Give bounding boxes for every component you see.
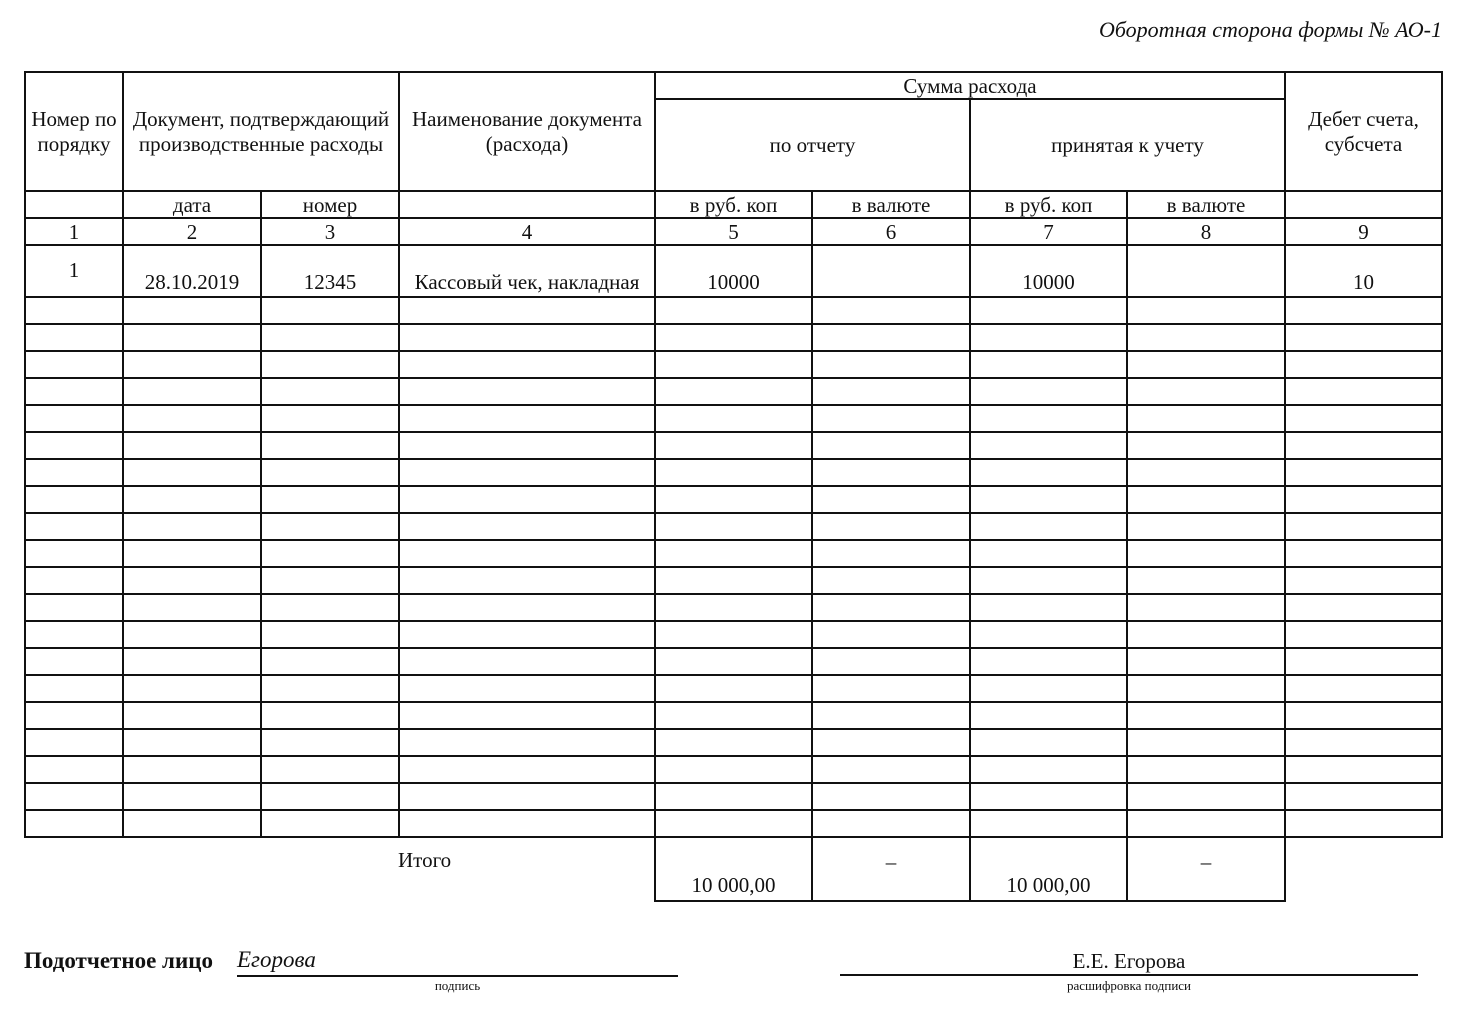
empty-cell (399, 783, 655, 810)
empty-cell (1127, 297, 1285, 324)
empty-cell (812, 810, 970, 837)
column-number: 5 (655, 218, 812, 245)
empty-cell (1127, 540, 1285, 567)
empty-cell (399, 756, 655, 783)
empty-cell (1127, 459, 1285, 486)
cell-rub-accepted: 10000 (970, 245, 1127, 297)
empty-cell (1285, 324, 1442, 351)
empty-cell (25, 648, 123, 675)
empty-cell (1285, 567, 1442, 594)
empty-cell (123, 675, 261, 702)
empty-cell (970, 297, 1127, 324)
column-number: 3 (261, 218, 399, 245)
empty-cell (1285, 783, 1442, 810)
empty-cell (399, 486, 655, 513)
form-title: Оборотная сторона формы № АО-1 (1099, 17, 1442, 42)
empty-cell (812, 432, 970, 459)
empty-cell (25, 729, 123, 756)
header-doc-name: Наименование документа (расхода) (399, 72, 655, 191)
empty-cell (1285, 540, 1442, 567)
empty-row (25, 351, 1442, 378)
empty-cell (1285, 702, 1442, 729)
header-number: номер (261, 191, 399, 218)
empty-cell (1127, 675, 1285, 702)
cell-doc-name: Кассовый чек, накладная (399, 245, 655, 297)
empty-cell (1127, 702, 1285, 729)
empty-row (25, 621, 1442, 648)
empty-cell (25, 486, 123, 513)
column-numbers-row (25, 218, 1442, 245)
empty-row (25, 432, 1442, 459)
total-currency-report: – (812, 836, 970, 901)
empty-cell (123, 297, 261, 324)
empty-cell (261, 432, 399, 459)
empty-cell (25, 783, 123, 810)
empty-cell (655, 297, 812, 324)
column-number: 4 (399, 218, 655, 245)
empty-cell (123, 702, 261, 729)
empty-row (25, 702, 1442, 729)
empty-cell (812, 324, 970, 351)
empty-cell (399, 432, 655, 459)
empty-cell (1127, 486, 1285, 513)
empty-cell (655, 567, 812, 594)
empty-cell (399, 513, 655, 540)
empty-cell (655, 621, 812, 648)
header-rub-kop-accepted: в руб. коп (970, 191, 1127, 218)
empty-row (25, 783, 1442, 810)
signature-line (237, 975, 678, 977)
empty-cell (812, 675, 970, 702)
empty-cell (261, 648, 399, 675)
empty-cell (25, 513, 123, 540)
empty-cell (25, 675, 123, 702)
empty-cell (1127, 594, 1285, 621)
header-rub-kop-report: в руб. коп (655, 191, 812, 218)
empty-cell (261, 621, 399, 648)
empty-cell (970, 513, 1127, 540)
empty-cell (123, 783, 261, 810)
empty-cell (25, 540, 123, 567)
empty-cell (261, 378, 399, 405)
empty-cell (1285, 432, 1442, 459)
empty-cell (399, 729, 655, 756)
empty-cell (123, 621, 261, 648)
header-currency-report: в валюте (812, 191, 970, 218)
empty-cell (970, 351, 1127, 378)
signature-caption: подпись (434, 978, 481, 993)
header-empty (25, 191, 123, 218)
empty-cell (261, 513, 399, 540)
empty-cell (261, 756, 399, 783)
empty-cell (812, 297, 970, 324)
total-rub-report: 10 000,00 (655, 836, 812, 901)
empty-cell (123, 810, 261, 837)
column-number: 1 (25, 218, 123, 245)
empty-cell (970, 378, 1127, 405)
empty-cell (812, 756, 970, 783)
empty-cell (1285, 648, 1442, 675)
empty-cell (261, 540, 399, 567)
empty-cell (123, 648, 261, 675)
empty-cell (655, 594, 812, 621)
column-number: 7 (970, 218, 1127, 245)
empty-cell (261, 675, 399, 702)
cell-currency-accepted (1127, 245, 1285, 297)
empty-cell (123, 378, 261, 405)
empty-cell (261, 594, 399, 621)
empty-cell (812, 567, 970, 594)
empty-row (25, 324, 1442, 351)
cell-number: 12345 (261, 245, 399, 297)
cell-currency-report (812, 245, 970, 297)
empty-cell (812, 783, 970, 810)
empty-cell (399, 405, 655, 432)
expense-table (24, 71, 1443, 838)
empty-cell (261, 486, 399, 513)
cell-rub-report: 10000 (655, 245, 812, 297)
empty-cell (655, 324, 812, 351)
empty-cell (123, 459, 261, 486)
empty-row (25, 648, 1442, 675)
empty-cell (261, 324, 399, 351)
empty-cell (970, 648, 1127, 675)
empty-cell (261, 783, 399, 810)
empty-row (25, 540, 1442, 567)
empty-cell (812, 486, 970, 513)
decoded-line (840, 974, 1418, 976)
header-row-number: Номер по порядку (25, 72, 123, 191)
empty-cell (399, 378, 655, 405)
header-empty (1285, 191, 1442, 218)
empty-cell (25, 702, 123, 729)
empty-cell (812, 540, 970, 567)
empty-cell (1285, 405, 1442, 432)
empty-cell (399, 540, 655, 567)
header-date: дата (123, 191, 261, 218)
empty-cell (970, 675, 1127, 702)
empty-cell (123, 729, 261, 756)
empty-cell (25, 378, 123, 405)
empty-cell (812, 459, 970, 486)
empty-cell (1127, 648, 1285, 675)
empty-cell (655, 405, 812, 432)
empty-cell (1285, 729, 1442, 756)
empty-cell (970, 594, 1127, 621)
empty-cell (970, 783, 1127, 810)
empty-cell (1127, 810, 1285, 837)
empty-cell (123, 486, 261, 513)
empty-cell (261, 351, 399, 378)
total-currency-accepted: – (1127, 836, 1285, 901)
empty-cell (123, 756, 261, 783)
empty-cell (25, 351, 123, 378)
empty-cell (655, 378, 812, 405)
empty-cell (25, 324, 123, 351)
empty-cell (1127, 432, 1285, 459)
total-rub-accepted: 10 000,00 (970, 836, 1127, 901)
empty-cell (261, 297, 399, 324)
empty-cell (970, 621, 1127, 648)
decoded-caption: расшифровка подписи (1066, 978, 1192, 993)
empty-row (25, 594, 1442, 621)
cell-row-number: 1 (25, 245, 123, 297)
column-number: 9 (1285, 218, 1442, 245)
empty-cell (123, 540, 261, 567)
empty-cell (1127, 378, 1285, 405)
empty-cell (261, 567, 399, 594)
empty-cell (655, 783, 812, 810)
header-document: Документ, подтверждающий производственные расходы (123, 72, 399, 191)
empty-cell (261, 810, 399, 837)
empty-cell (25, 297, 123, 324)
empty-cell (399, 594, 655, 621)
empty-cell (399, 810, 655, 837)
empty-cell (25, 594, 123, 621)
header-debit: Дебет счета, субсчета (1285, 72, 1442, 191)
empty-cell (655, 810, 812, 837)
empty-row (25, 513, 1442, 540)
empty-cell (970, 729, 1127, 756)
empty-cell (1127, 756, 1285, 783)
empty-cell (655, 459, 812, 486)
empty-cell (261, 459, 399, 486)
empty-cell (25, 810, 123, 837)
empty-cell (399, 648, 655, 675)
empty-cell (123, 432, 261, 459)
empty-cell (25, 432, 123, 459)
empty-row (25, 378, 1442, 405)
empty-cell (123, 513, 261, 540)
empty-cell (1285, 756, 1442, 783)
decoded-name: Е.Е. Егорова (1072, 949, 1186, 973)
empty-cell (655, 432, 812, 459)
header-accepted: принятая к учету (970, 99, 1285, 191)
empty-cell (812, 648, 970, 675)
cell-debit: 10 (1285, 245, 1442, 297)
empty-cell (970, 432, 1127, 459)
header-empty (399, 191, 655, 218)
signature-text: Егорова (237, 947, 316, 972)
empty-cell (655, 351, 812, 378)
header-per-report: по отчету (655, 99, 970, 191)
empty-cell (1285, 513, 1442, 540)
totals-table (654, 836, 1286, 902)
empty-cell (399, 351, 655, 378)
empty-cell (1285, 810, 1442, 837)
empty-cell (970, 540, 1127, 567)
empty-cell (25, 756, 123, 783)
column-number: 2 (123, 218, 261, 245)
empty-cell (812, 594, 970, 621)
empty-cell (1285, 486, 1442, 513)
empty-row (25, 810, 1442, 837)
empty-cell (123, 567, 261, 594)
empty-cell (655, 540, 812, 567)
empty-cell (1127, 405, 1285, 432)
empty-cell (655, 486, 812, 513)
empty-cell (970, 756, 1127, 783)
empty-row (25, 567, 1442, 594)
empty-cell (1127, 351, 1285, 378)
empty-row (25, 675, 1442, 702)
empty-cell (655, 513, 812, 540)
empty-cell (261, 405, 399, 432)
empty-cell (399, 621, 655, 648)
empty-cell (970, 324, 1127, 351)
empty-cell (812, 351, 970, 378)
empty-cell (1127, 729, 1285, 756)
empty-cell (399, 675, 655, 702)
empty-cell (970, 405, 1127, 432)
empty-cell (399, 297, 655, 324)
empty-cell (1285, 351, 1442, 378)
table-row (25, 245, 1442, 297)
empty-cell (1127, 324, 1285, 351)
empty-cell (812, 621, 970, 648)
empty-cell (1285, 297, 1442, 324)
empty-cell (655, 729, 812, 756)
header-sum: Сумма расхода (655, 72, 1285, 99)
empty-cell (1127, 783, 1285, 810)
empty-row (25, 405, 1442, 432)
empty-cell (123, 405, 261, 432)
empty-cell (1285, 459, 1442, 486)
header-currency-accepted: в валюте (1127, 191, 1285, 218)
empty-cell (25, 459, 123, 486)
empty-cell (25, 405, 123, 432)
empty-cell (655, 648, 812, 675)
empty-row (25, 486, 1442, 513)
empty-row (25, 459, 1442, 486)
empty-cell (812, 729, 970, 756)
empty-row (25, 729, 1442, 756)
empty-row (25, 756, 1442, 783)
empty-cell (123, 324, 261, 351)
empty-cell (25, 621, 123, 648)
empty-cell (399, 567, 655, 594)
empty-cell (123, 594, 261, 621)
empty-cell (1127, 567, 1285, 594)
empty-cell (399, 459, 655, 486)
empty-cell (812, 513, 970, 540)
empty-cell (399, 324, 655, 351)
empty-cell (970, 567, 1127, 594)
empty-cell (1285, 594, 1442, 621)
empty-cell (812, 702, 970, 729)
empty-cell (1285, 675, 1442, 702)
empty-cell (1127, 621, 1285, 648)
empty-cell (970, 702, 1127, 729)
empty-cell (25, 567, 123, 594)
empty-cell (399, 702, 655, 729)
empty-cell (1285, 378, 1442, 405)
empty-cell (970, 459, 1127, 486)
empty-cell (261, 729, 399, 756)
column-number: 6 (812, 218, 970, 245)
signature-label: Подотчетное лицо (24, 948, 213, 973)
empty-cell (655, 675, 812, 702)
empty-cell (1127, 513, 1285, 540)
empty-cell (123, 351, 261, 378)
empty-row (25, 297, 1442, 324)
column-number: 8 (1127, 218, 1285, 245)
empty-cell (1285, 621, 1442, 648)
totals-label: Итого (398, 848, 452, 872)
cell-date: 28.10.2019 (123, 245, 261, 297)
empty-cell (655, 702, 812, 729)
empty-cell (261, 702, 399, 729)
empty-cell (970, 810, 1127, 837)
empty-cell (655, 756, 812, 783)
empty-cell (812, 378, 970, 405)
empty-cell (970, 486, 1127, 513)
empty-cell (812, 405, 970, 432)
